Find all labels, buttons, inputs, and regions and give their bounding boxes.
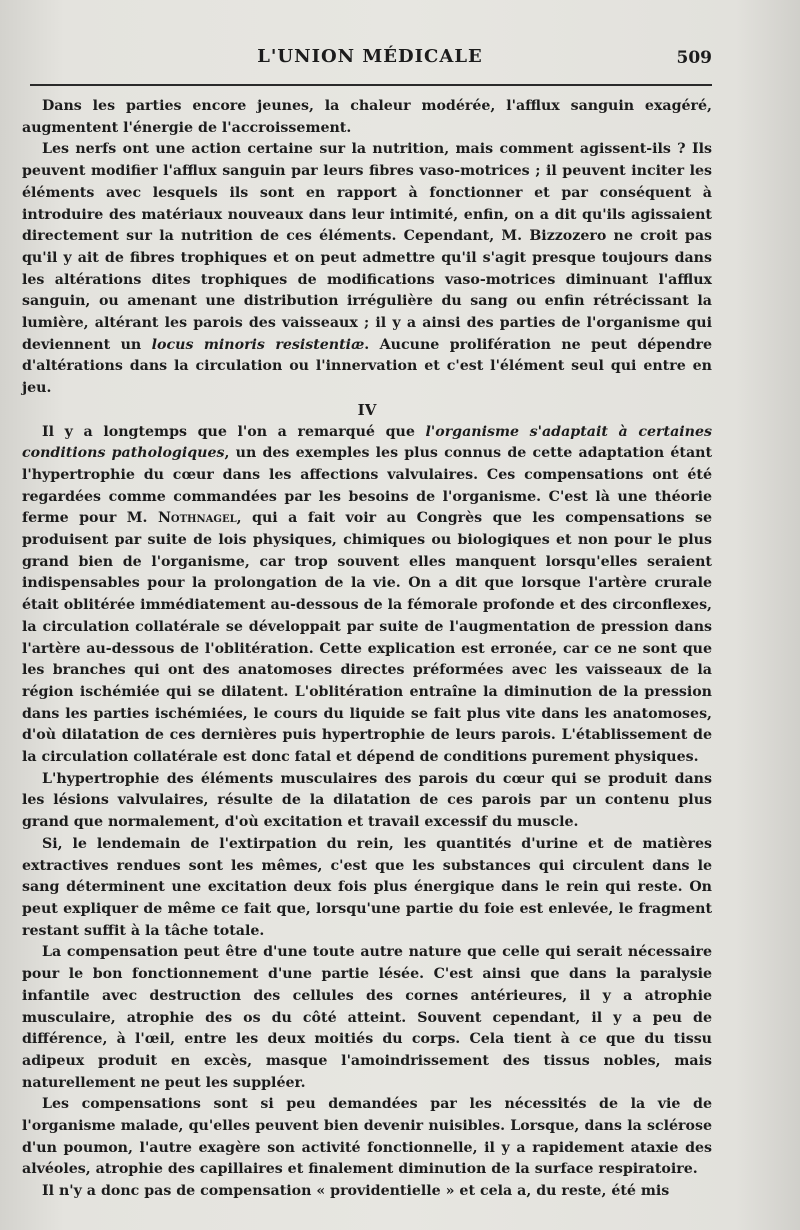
paragraph-text: . Aucune prolifération ne peut dépendre d'altérations dans la circulation ou l'innervation et c'est l'élément seul qui entre en jeu. bbox=[22, 336, 713, 397]
emphasis-text: l'organisme s'adaptait à certaines conditions pathologiques bbox=[22, 423, 712, 462]
author-name: Nothnagel bbox=[157, 510, 237, 527]
header-rule bbox=[30, 84, 712, 86]
paragraph bbox=[22, 139, 712, 399]
paragraph-text: Il y a longtemps que l'on a remarqué que bbox=[42, 423, 426, 440]
section-heading: IV bbox=[357, 400, 377, 419]
paragraph-text: , qui a fait voir au Congrès que les compensations se produisent par suite de lois physiques, chimiques ou biologiques et non pour le plus grand bien de l'organisme, car trop souvent elles manquent lorsqu'elles seraient indispensables pour la prolongation de la vie. On a dit que lorsque l'artère crurale était oblitérée immédiatement au-dessous de la fémorale profonde et des circonflexes, la circulation collatérale se développait par suite de l'augmentation de pression dans l'artère au-dessous de l'oblitération. Cette explication est erronée, car ce ne sont que les branches qui ont des anatomoses directes préformées avec les vaisseaux de la région ischémiée qui se dilatent. L'oblitération entraîne la diminution de la pression dans les parties ischémiées, le cours du liquide se fait plus vite dans les anatomoses, d'où dilatation de ces dernières puis hypertrophie de leurs parois. L'établissement de la circulation collatérale est donc fatal et dépend de conditions purement physiques. bbox=[22, 510, 713, 766]
paragraph-text: , un des exemples les plus connus de cette adaptation étant l'hypertrophie du cœur dans les affections valvulaires. Ces compensations ont été regardées comme commandées par les besoins de l'organisme. C'est là une théorie ferme pour M. bbox=[22, 445, 713, 527]
paragraph-text: Les nerfs ont une action certaine sur la nutrition, mais comment agissent-ils ? Ils peuvent modifier l'afflux sanguin par leurs fibres vaso-motrices ; il peuvent inciter les éléments avec lesquels ils sont en rapport à fonctionner et par conséquent à introduire des matériaux nouveaux dans leur intimité, enfin, on a dit qu'ils agissaient directement sur la nutrition de ces éléments. Cependant, M. Bizzozero ne croit pas qu'il y ait de fibres trophiques et on peut admettre qu'il s'agit presque toujours dans les altérations dites trophiques de modifications vaso-motrices diminuant l'afflux sanguin, ou amenant une distribution irrégulière du sang ou enfin rétrécissant la lumière, altérant les parois des vaisseaux ; il y a ainsi des parties de l'organisme qui deviennent un bbox=[22, 141, 712, 353]
paragraph: La compensation peut être d'une toute autre nature que celle qui serait nécessaire pour le bon fonctionnement d'une partie lésée. C'est ainsi que dans la paralysie infantile avec destruction des cellules des cornes antérieures, il y a atrophie musculaire, atrophie des os du côté atteint. Souvent cependant, il y a peu de différence, à l'œil, entre les deux moitiés du corps. Cela tient à ce que du tissu adipeux produit en excès, masque l'amoindrissement des tissus nobles, mais naturellement ne peut les suppléer. bbox=[22, 944, 712, 1091]
paragraph: Il n'y a donc pas de compensation « providentielle » et cela a, du reste, été mis bbox=[42, 1183, 670, 1200]
article-body bbox=[22, 96, 712, 1203]
paragraph: L'hypertrophie des éléments musculaires des parois du cœur qui se produit dans les lésions valvulaires, résulte de la dilatation de ces parois par un contenu plus grand que normalement, d'où excitation et travail excessif du muscle. bbox=[22, 770, 712, 831]
page-header bbox=[30, 46, 710, 76]
paragraph: Les compensations sont si peu demandées par les nécessités de la vie de l'organisme malade, qu'elles peuvent bien devenir nuisibles. Lorsque, dans la sclérose d'un poumon, l'autre exagère son activité fonctionnelle, il y a rapidement ataxie des alvéoles, atrophie des capillaires et finalement diminution de la surface respiratoire. bbox=[22, 1096, 712, 1178]
paragraph bbox=[22, 422, 712, 769]
running-title: L'UNION MÉDICALE bbox=[257, 46, 483, 67]
latin-phrase: locus minoris resistentiæ bbox=[151, 336, 365, 353]
page-number: 509 bbox=[676, 48, 712, 68]
paragraph: Dans les parties encore jeunes, la chaleur modérée, l'afflux sanguin exagéré, augmentent l'énergie de l'accroissement. bbox=[22, 98, 712, 136]
paragraph: Si, le lendemain de l'extirpation du rein, les quantités d'urine et de matières extractives rendues sont les mêmes, c'est que les substances qui circulent dans le sang déterminent une excitation deux fois plus énergique dans le rein qui reste. On peut expliquer de même ce fait que, lorsqu'une partie du foie est enlevée, le fragment restant suffit à la tâche totale. bbox=[22, 835, 712, 939]
